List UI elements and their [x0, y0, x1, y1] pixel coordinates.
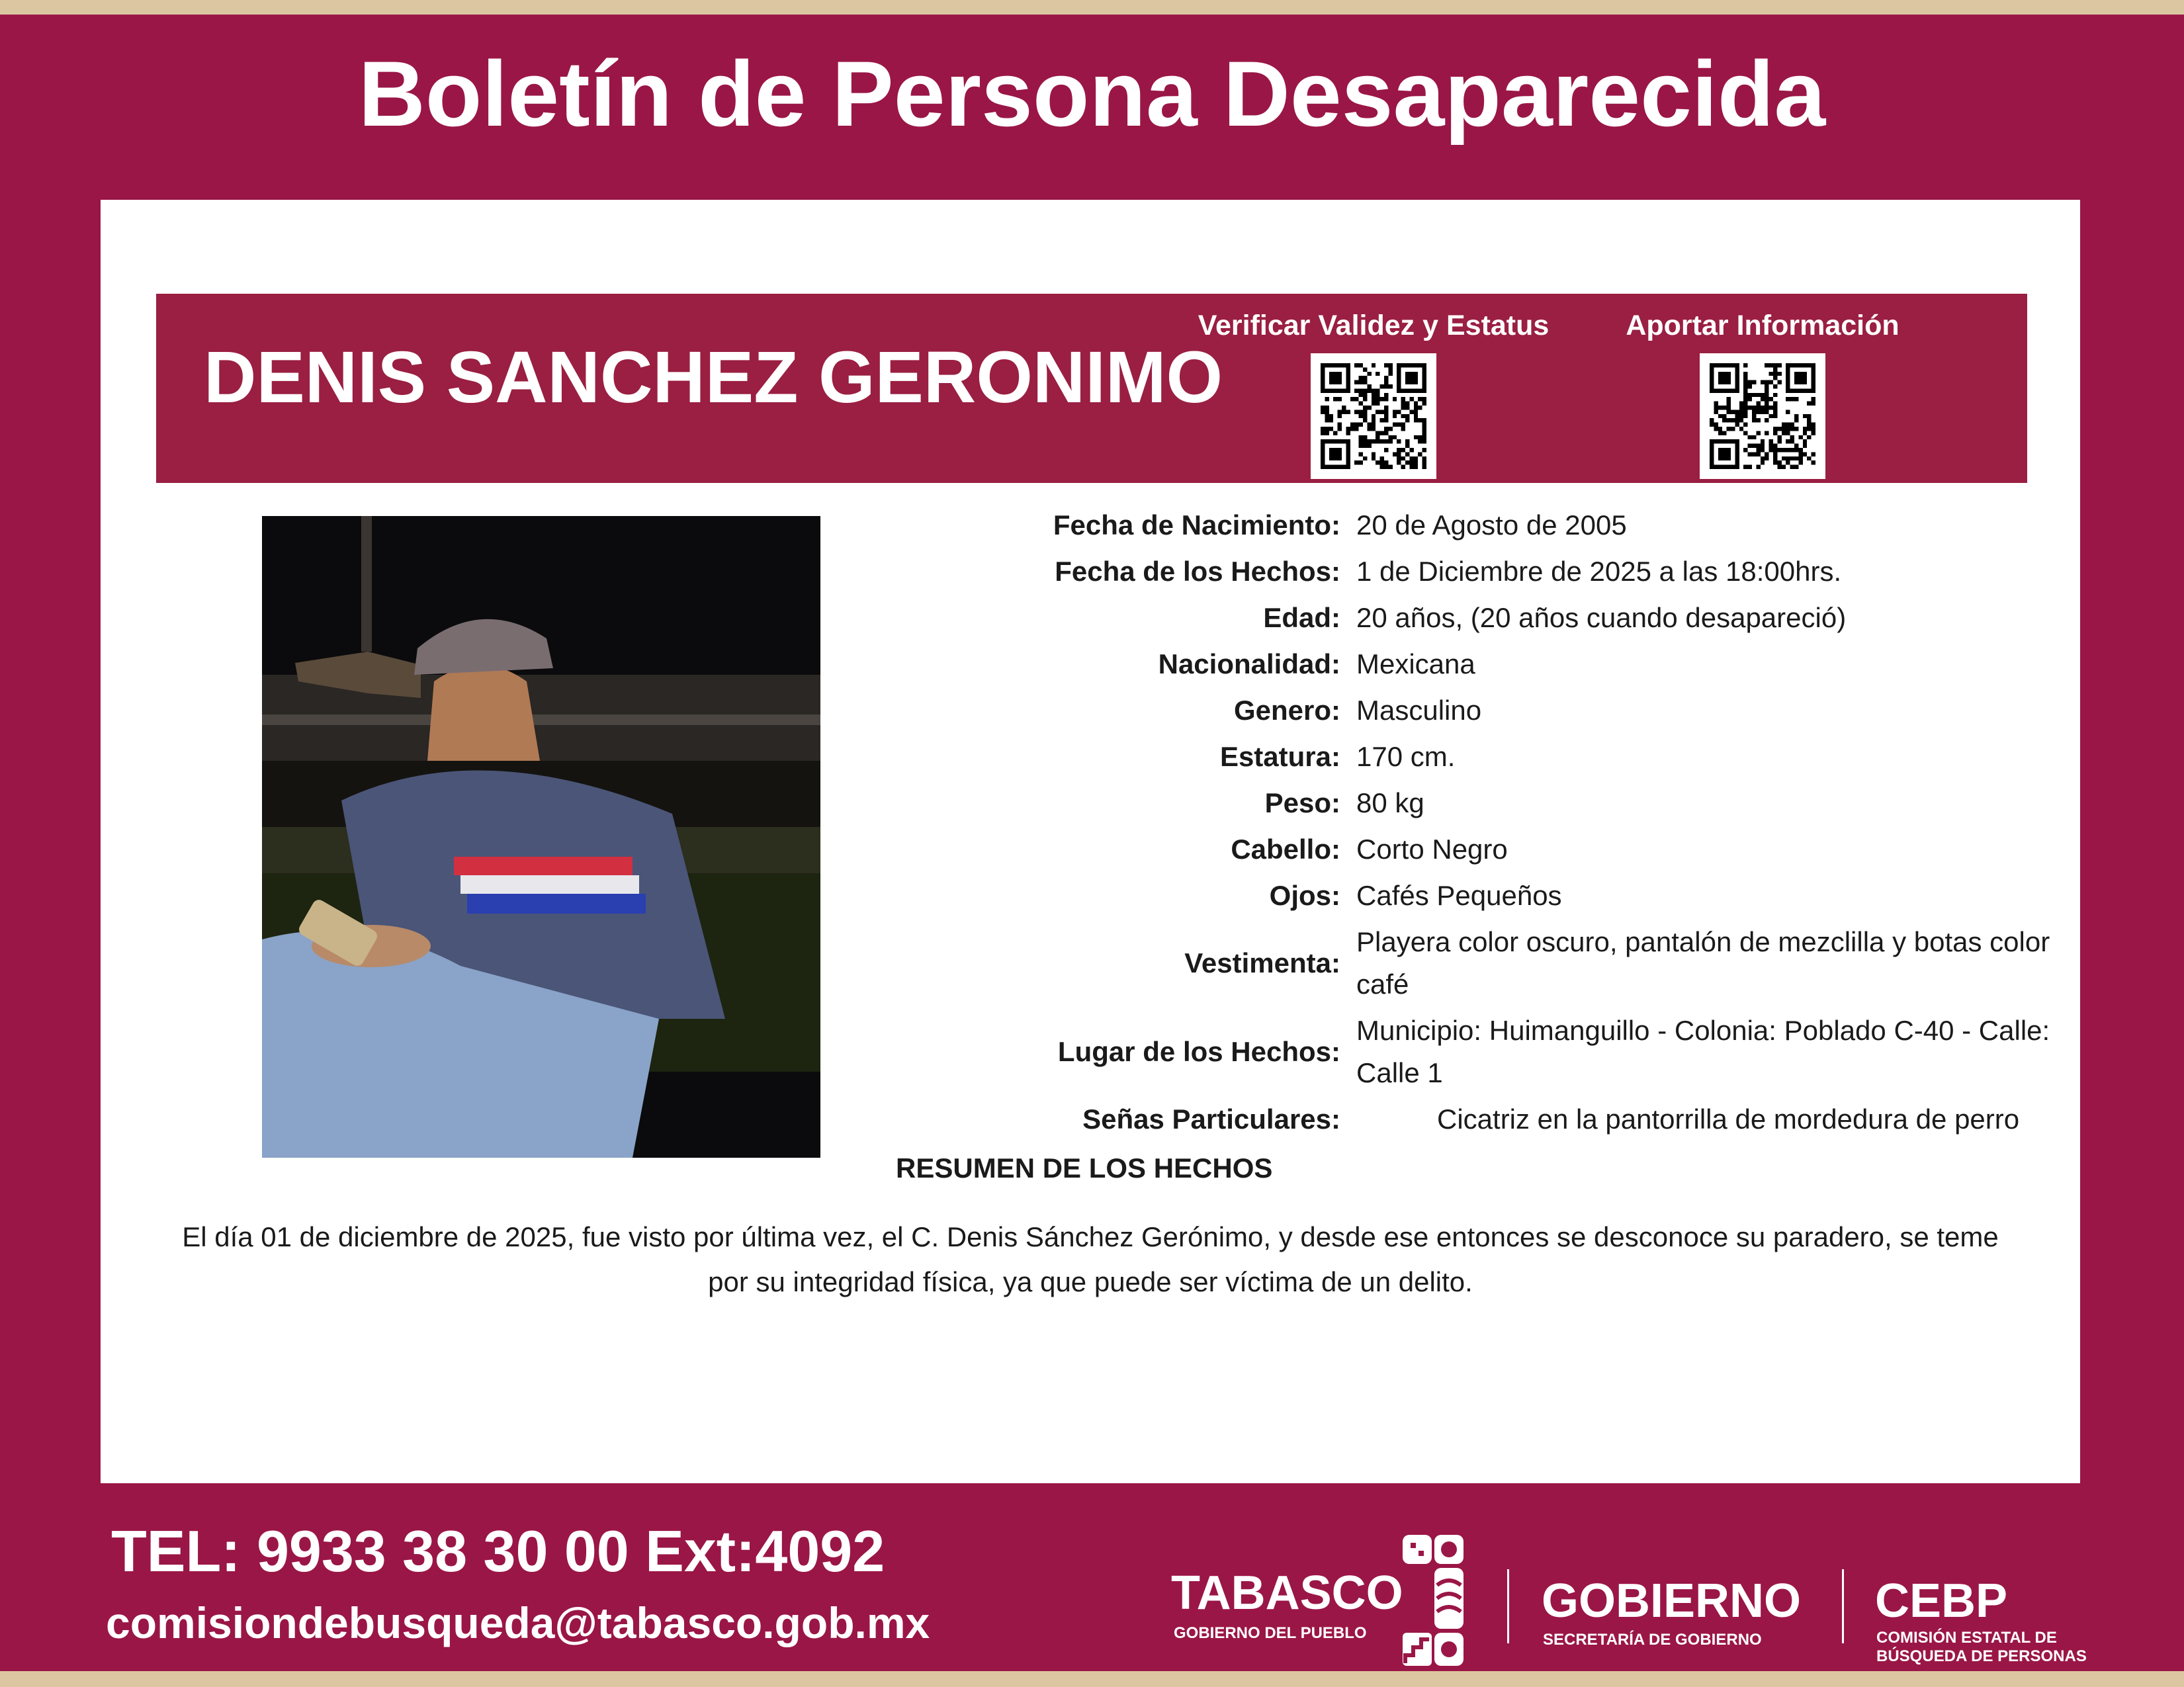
bottom-accent-strip — [0, 1671, 2184, 1687]
detail-row — [895, 1098, 2085, 1141]
summary-heading: RESUMEN DE LOS HECHOS — [896, 1152, 1273, 1184]
detail-row — [895, 504, 2085, 546]
detail-value: 20 de Agosto de 2005 — [1356, 509, 1627, 541]
detail-value: 170 cm. — [1356, 741, 1456, 772]
detail-value: Cafés Pequeños — [1356, 880, 1562, 911]
detail-row — [895, 921, 2085, 1006]
detail-value: Corto Negro — [1356, 834, 1508, 865]
detail-label: Lugar de los Hechos: — [1057, 1036, 1340, 1067]
person-photo — [262, 516, 820, 1158]
detail-label: Genero: — [1233, 695, 1340, 726]
detail-label: Edad: — [1263, 602, 1340, 633]
detail-label: Vestimenta: — [1184, 947, 1340, 978]
detail-label: Ojos: — [1269, 880, 1340, 911]
cebp-logo-text: CEBP — [1875, 1575, 2008, 1627]
logo-divider — [1842, 1569, 1844, 1643]
detail-value: 20 años, (20 años cuando desapareció) — [1356, 602, 1847, 633]
bulletin-title: Boletín de Persona Desaparecida — [358, 42, 1826, 146]
verify-qr-label: Verificar Validez y Estatus — [1198, 310, 1550, 341]
verify-qr-block[interactable] — [1188, 307, 1559, 479]
top-accent-strip — [0, 0, 2184, 15]
tabasco-emblem-icon — [1376, 1532, 1469, 1671]
detail-label: Estatura: — [1219, 741, 1340, 772]
detail-value: 80 kg — [1356, 787, 1424, 818]
detail-value: Playera color oscuro, pantalón de mezclilla y botas color café — [1356, 926, 2050, 1000]
contact-email[interactable]: comisiondebusqueda@tabasco.gob.mx — [106, 1598, 930, 1647]
detail-row — [895, 689, 2085, 732]
detail-row — [895, 875, 2085, 917]
detail-value: Mexicana — [1356, 648, 1475, 679]
gobierno-logo-subtitle: SECRETARÍA DE GOBIERNO — [1543, 1631, 1762, 1649]
bulletin-panel — [101, 200, 2080, 1483]
detail-label: Señas Particulares: — [1082, 1103, 1340, 1135]
logos-footer — [1171, 1532, 2097, 1671]
tabasco-logo-subtitle: GOBIERNO DEL PUEBLO — [1174, 1624, 1367, 1642]
name-band — [156, 294, 2027, 483]
detail-value: Municipio: Huimanguillo - Colonia: Poblado C-40 - Calle: Calle 1 — [1356, 1015, 2050, 1088]
gobierno-logo-text: GOBIERNO — [1542, 1575, 1802, 1627]
detail-label: Cabello: — [1231, 834, 1340, 865]
detail-label: Nacionalidad: — [1158, 648, 1340, 679]
detail-label: Peso: — [1264, 787, 1340, 818]
detail-row — [895, 1010, 2085, 1094]
detail-value: Cicatriz en la pantorrilla de mordedura de perro — [1437, 1103, 2020, 1135]
tabasco-logo-text: TABASCO — [1171, 1567, 1403, 1620]
details-list — [895, 504, 2085, 1145]
detail-row — [895, 782, 2085, 824]
contact-phone[interactable]: TEL: 9933 38 30 00 Ext:4092 — [111, 1518, 885, 1584]
aportar-qr-code-icon[interactable] — [1700, 353, 1825, 479]
detail-label: Fecha de los Hechos: — [1055, 556, 1340, 587]
detail-row — [895, 550, 2085, 593]
cebp-logo-subtitle: COMISIÓN ESTATAL DE BÚSQUEDA DE PERSONAS — [1876, 1629, 2087, 1665]
detail-label: Fecha de Nacimiento: — [1053, 509, 1340, 541]
person-name: DENIS SANCHEZ GERONIMO — [204, 337, 1223, 418]
verify-qr-code-icon[interactable] — [1311, 353, 1436, 479]
aportar-qr-block[interactable] — [1577, 307, 1948, 479]
detail-row — [895, 597, 2085, 639]
detail-value: 1 de Diciembre de 2025 a las 18:00hrs. — [1356, 556, 1842, 587]
detail-row — [895, 643, 2085, 685]
detail-value: Masculino — [1356, 695, 1482, 726]
detail-row — [895, 736, 2085, 778]
detail-row — [895, 828, 2085, 871]
aportar-qr-label: Aportar Información — [1626, 310, 1900, 341]
summary-text: El día 01 de diciembre de 2025, fue visto por última vez, el C. Denis Sánchez Gerónimo, y desde ese entonces se desconoce su paradero, se teme por su integridad física, ya que puede ser víctima de un delito. — [182, 1221, 1999, 1297]
logo-divider — [1507, 1569, 1509, 1643]
